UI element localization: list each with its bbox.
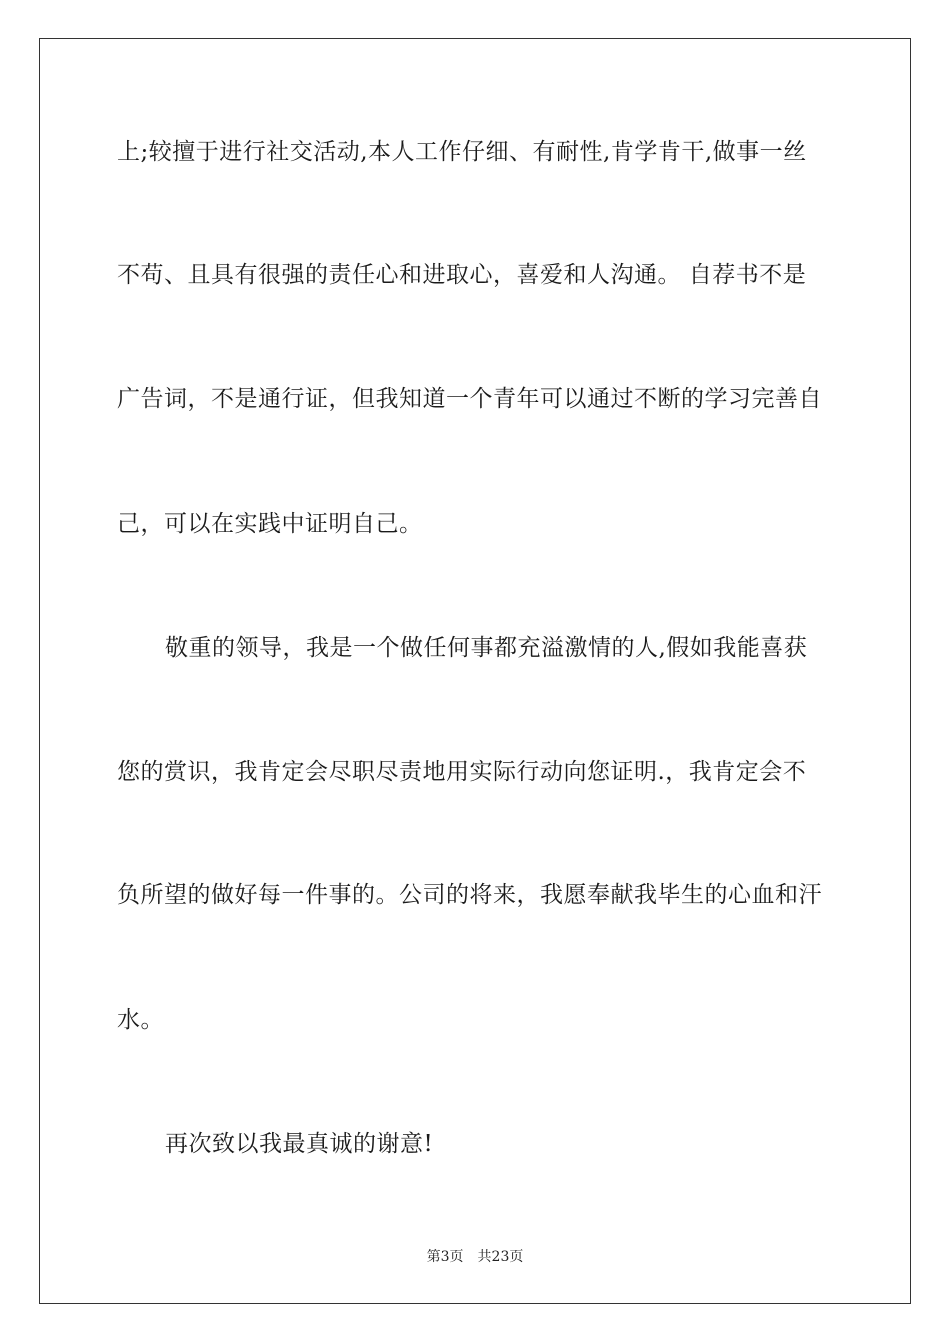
text-line: 再次致以我最真诚的谢意! (165, 1131, 434, 1157)
text-line: 敬重的领导，我是一个做任何事都充溢激情的人,假如我能喜获 (165, 635, 808, 661)
text-line: 水。 (117, 1007, 164, 1033)
text-line: 己，可以在实践中证明自己。 (117, 511, 423, 537)
page-number: 第3页 (426, 1249, 464, 1265)
text-line: 您的赏识，我肯定会尽职尽责地用实际行动向您证明.，我肯定会不 (117, 759, 807, 785)
page-total: 共23页 (477, 1249, 524, 1265)
text-line: 广告词，不是通行证，但我知道一个青年可以通过不断的学习完善自 (117, 386, 822, 412)
page-footer (0, 1248, 950, 1266)
text-line: 上;较擅于进行社交活动,本人工作仔细、有耐性,肯学肯干,做事一丝 (117, 139, 807, 165)
text-line: 不苟、且具有很强的责任心和进取心，喜爱和人沟通。 自荐书不是 (117, 262, 807, 288)
text-line: 负所望的做好每一件事的。公司的将来，我愿奉献我毕生的心血和汗 (117, 882, 822, 908)
page-border (39, 38, 911, 1304)
